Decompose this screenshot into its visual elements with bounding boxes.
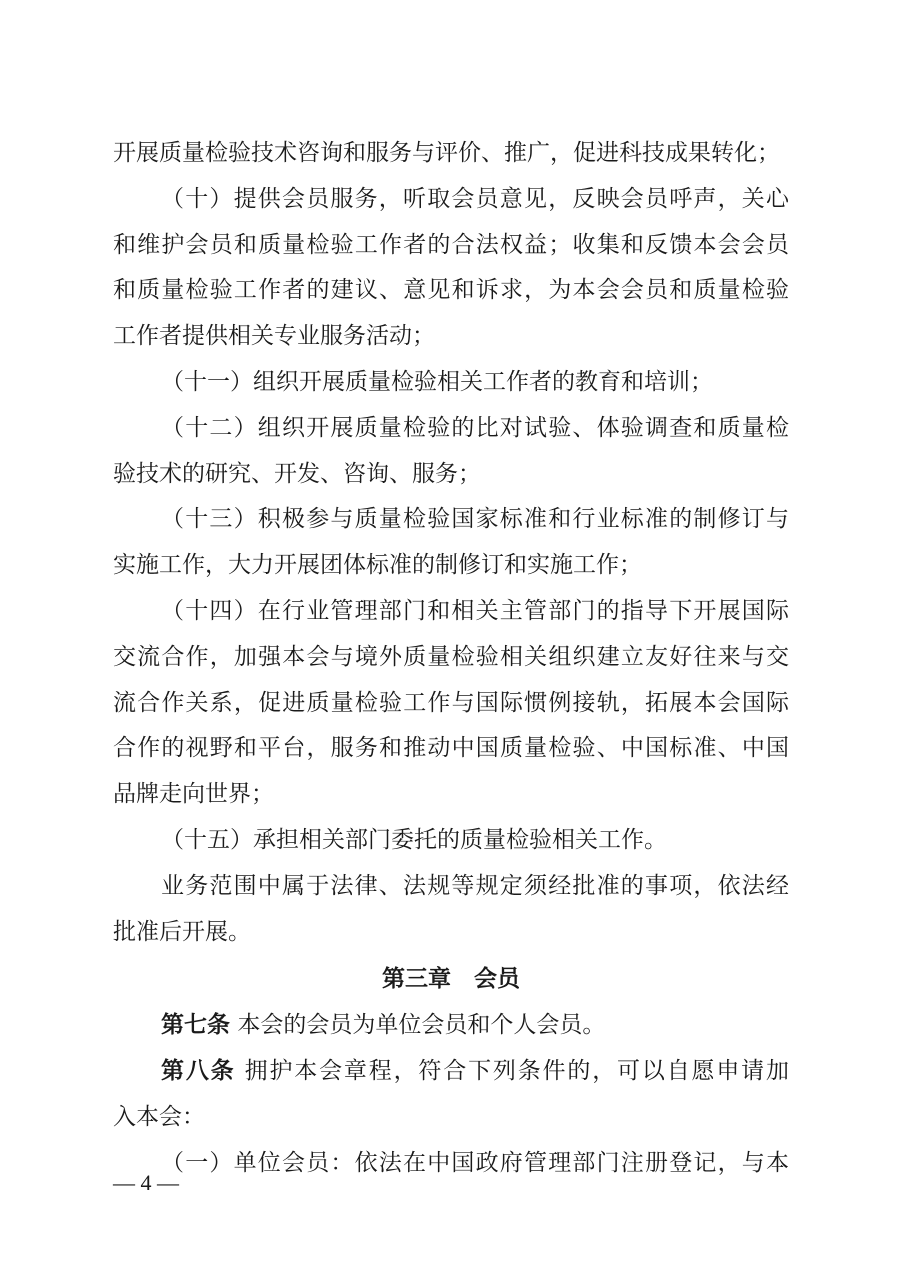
article-8-label: 第八条 [161, 1058, 236, 1085]
paragraph-line: 交流合作，加强本会与境外质量检验相关组织建立友好往来与交 [113, 643, 789, 670]
paragraph-line: 和维护会员和质量检验工作者的合法权益；收集和反馈本会会员 [113, 231, 789, 258]
paragraph-line: （十二）组织开展质量检验的比对试验、体验调查和质量检 [161, 414, 789, 441]
paragraph-line: 和质量检验工作者的建议、意见和诉求，为本会会员和质量检验 [113, 277, 789, 304]
paragraph-line: 合作的视野和平台，服务和推动中国质量检验、中国标准、中国 [113, 735, 789, 762]
article-7-text: 本会的会员为单位会员和个人会员。 [237, 1012, 606, 1039]
article-8-line-1 [113, 1049, 789, 1095]
article-8-line-2: 入本会： [113, 1103, 205, 1130]
item-1-line: （一）单位会员：依法在中国政府管理部门注册登记，与本 [161, 1149, 789, 1176]
paragraph-line: 业务范围中属于法律、法规等规定须经批准的事项，依法经 [161, 872, 789, 899]
article-8-text: 拥护本会章程，符合下列条件的，可以自愿申请加 [244, 1058, 790, 1085]
paragraphs-before-heading [113, 131, 789, 955]
page-number: — 4 — [113, 1170, 179, 1195]
paragraph-line: 验技术的研究、开发、咨询、服务； [113, 460, 481, 487]
article-7-label: 第七条 [161, 1012, 230, 1039]
paragraph-line: 工作者提供相关专业服务活动； [113, 323, 435, 350]
paragraph-line: 开展质量检验技术咨询和服务与评价、推广，促进科技成果转化； [113, 140, 780, 166]
paragraph-line: （十五）承担相关部门委托的质量检验相关工作。 [161, 826, 667, 853]
paragraph-line: 批准后开展。 [113, 918, 251, 945]
paragraph-line: 实施工作，大力开展团体标准的制修订和实施工作； [113, 552, 642, 579]
paragraph-line: （十三）积极参与质量检验国家标准和行业标准的制修订与 [161, 506, 789, 533]
paragraph-line: （十四）在行业管理部门和相关主管部门的指导下开展国际 [161, 597, 789, 624]
paragraph-line: 品牌走向世界； [113, 781, 274, 808]
chapter-heading: 第三章 会员 [382, 966, 520, 993]
body-text [113, 131, 789, 1187]
paragraph-line: （十）提供会员服务，听取会员意见，反映会员呼声，关心 [161, 185, 789, 212]
paragraph-line: （十一）组织开展质量检验相关工作者的教育和培训； [161, 368, 713, 395]
paragraph-line: 流合作关系，促进质量检验工作与国际惯例接轨，拓展本会国际 [113, 689, 789, 716]
article-7 [113, 1003, 789, 1049]
